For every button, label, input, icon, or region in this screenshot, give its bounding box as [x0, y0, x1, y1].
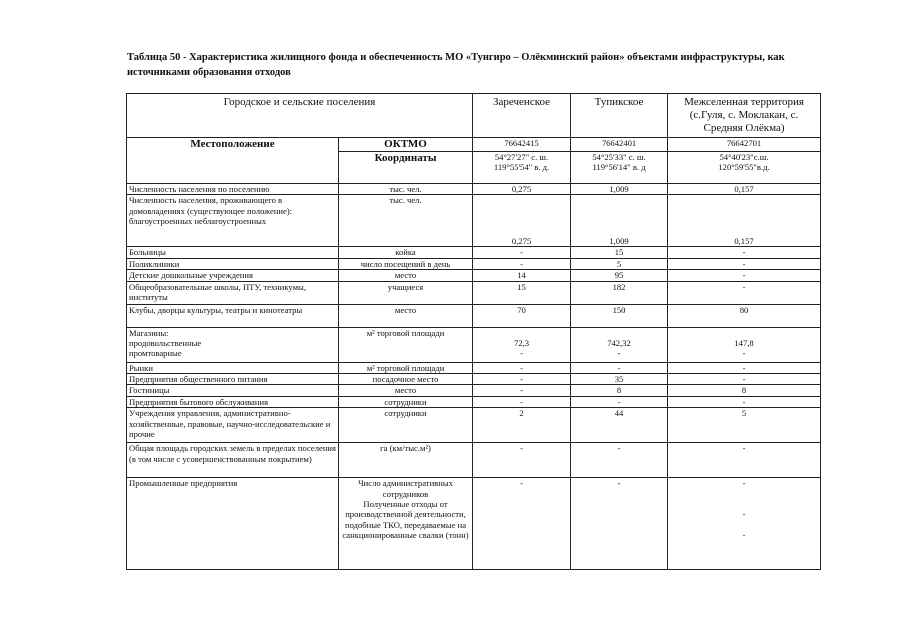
row-value: 1,009	[571, 195, 668, 247]
table-row	[127, 258, 821, 269]
row-value: 0,275	[473, 195, 571, 247]
row-unit: м² торговой площади	[339, 362, 473, 373]
coords-mezhselennaya	[668, 152, 821, 184]
row-value: -	[473, 385, 571, 396]
table-row	[127, 281, 821, 304]
coords-label: Координаты	[339, 152, 473, 184]
table-row	[127, 396, 821, 407]
row-name	[127, 327, 339, 362]
coords-zarechenskoe	[473, 152, 571, 184]
row-name: Больницы	[127, 247, 339, 258]
coords-lon: 119°56'14" в. д	[592, 162, 646, 173]
table-row	[127, 270, 821, 281]
row-value: -	[571, 396, 668, 407]
table-row	[127, 478, 821, 570]
header-tupikskoe: Тупикское	[571, 94, 668, 138]
row-unit-staff: Число административных сотрудников	[358, 478, 453, 499]
row-unit: м² торговой площади	[339, 327, 473, 362]
row-value: -	[668, 374, 821, 385]
row-value	[668, 327, 821, 362]
row-value: 44	[571, 408, 668, 443]
row-value: 1,009	[571, 184, 668, 195]
coords-lat: 54°27'27" с. ш.	[494, 152, 549, 162]
row-value-food: 147,8	[734, 338, 754, 349]
row-value: 14	[473, 270, 571, 281]
row-value: -	[668, 281, 821, 304]
row-unit: тыс. чел.	[339, 184, 473, 195]
row-value-food: 742,32	[607, 338, 631, 349]
row-value: -	[571, 478, 668, 570]
oktmo-mezhselennaya: 76642701	[668, 138, 821, 152]
table-row	[127, 374, 821, 385]
row-unit: га (км/тыс.м²)	[339, 443, 473, 478]
coords-lon: 119°55'54" в. д.	[493, 162, 550, 173]
row-name: Клубы, дворцы культуры, театры и кинотеатры	[127, 304, 339, 327]
row-name: Учреждения управления, административно-хозяйственные, правовые, научно-исследовательские и прочие	[127, 408, 339, 443]
row-unit: сотрудники	[339, 396, 473, 407]
row-name: Предприятия бытового обслуживания	[127, 396, 339, 407]
row-value: 182	[571, 281, 668, 304]
row-value-food: 72,3	[513, 338, 530, 349]
row-value-staff: -	[742, 478, 746, 489]
row-value: 2	[473, 408, 571, 443]
oktmo-zarechenskoe: 76642415	[473, 138, 571, 152]
row-value: 5	[571, 258, 668, 269]
row-value: 150	[571, 304, 668, 327]
header-mezhselennaya: Межселенная территория (с.Гуля, с. Моклакан, с. Средняя Олёкма)	[668, 94, 821, 138]
table-row	[127, 408, 821, 443]
row-value	[668, 478, 821, 570]
row-unit: сотрудники	[339, 408, 473, 443]
row-value	[571, 327, 668, 362]
row-name: Предприятия общественного питания	[127, 374, 339, 385]
table-row	[127, 195, 821, 247]
row-value: -	[571, 362, 668, 373]
row-name: Рынки	[127, 362, 339, 373]
row-value-waste: -	[742, 509, 746, 520]
row-name-line: Магазины:	[129, 327, 169, 338]
row-name: Промышленные предприятия	[127, 478, 339, 570]
row-value: 15	[571, 247, 668, 258]
table-row	[127, 247, 821, 258]
row-value: -	[473, 258, 571, 269]
row-name-line: промтоварные	[129, 348, 182, 359]
row-value: -	[668, 258, 821, 269]
row-name: Общая площадь городских земель в пределах поселения (в том числе с усовершенствованным покрытием)	[127, 443, 339, 478]
row-value: -	[473, 443, 571, 478]
oktmo-row	[127, 138, 821, 152]
row-value-waste: -	[742, 530, 746, 541]
row-value: -	[668, 362, 821, 373]
row-value: -	[473, 362, 571, 373]
row-unit: учащиеся	[339, 281, 473, 304]
coords-lat: 54°25'33" с. ш.	[592, 152, 646, 162]
header-zarechenskoe: Зареченское	[473, 94, 571, 138]
row-unit: посадочное место	[339, 374, 473, 385]
row-value: -	[473, 396, 571, 407]
row-value: 5	[668, 408, 821, 443]
row-value: -	[668, 247, 821, 258]
row-value: 15	[473, 281, 571, 304]
row-value: -	[668, 443, 821, 478]
row-value: 35	[571, 374, 668, 385]
row-unit: число посещений в день	[339, 258, 473, 269]
row-name: Численность населения, проживающего в домовладениях (существующее положение): благоустроенных неблагоустроенных	[127, 195, 339, 247]
row-unit: место	[339, 270, 473, 281]
row-value: -	[571, 443, 668, 478]
row-name: Общеобразовательные школы, ПТУ, техникумы, институты	[127, 281, 339, 304]
infrastructure-table	[126, 93, 821, 570]
table-row	[127, 184, 821, 195]
row-unit: место	[339, 304, 473, 327]
table-row	[127, 362, 821, 373]
row-value: 80	[668, 304, 821, 327]
coords-lat: 54°40'23"с.ш.	[719, 152, 769, 162]
oktmo-tupikskoe: 76642401	[571, 138, 668, 152]
row-value: 0,275	[473, 184, 571, 195]
coords-lon: 120°59'55"в.д.	[718, 162, 770, 173]
row-value: 95	[571, 270, 668, 281]
row-value: -	[473, 478, 571, 570]
header-settlements: Городское и сельские поселения	[127, 94, 473, 138]
row-unit: койка	[339, 247, 473, 258]
row-value: -	[668, 396, 821, 407]
row-value: -	[668, 270, 821, 281]
header-location: Местоположение	[127, 138, 339, 184]
row-unit-waste: Полученные отходы от производственной деятельности, подобные ТКО, передаваемые на санкционированные свалки (тонн)	[342, 499, 469, 541]
row-value: 0,157	[668, 195, 821, 247]
table-row	[127, 443, 821, 478]
row-value: -	[473, 247, 571, 258]
row-unit: место	[339, 385, 473, 396]
row-value: 0,157	[668, 184, 821, 195]
row-value-goods: -	[742, 348, 746, 359]
row-name-line: продовольственные	[129, 338, 202, 349]
coords-tupikskoe	[571, 152, 668, 184]
row-name: Гостиницы	[127, 385, 339, 396]
row-value-goods: -	[617, 348, 621, 359]
table-row	[127, 304, 821, 327]
row-value: -	[473, 374, 571, 385]
row-unit	[339, 478, 473, 570]
table-caption: Таблица 50 - Характеристика жилищного фонда и обеспеченность МО «Тунгиро – Олёкминский район» объектами инфраструктуры, как источниками образования отходов	[127, 52, 785, 78]
row-value: 8	[668, 385, 821, 396]
row-value: 70	[473, 304, 571, 327]
row-value: 8	[571, 385, 668, 396]
row-unit: тыс. чел.	[339, 195, 473, 247]
oktmo-label: ОКТМО	[339, 138, 473, 152]
table-row	[127, 327, 821, 362]
row-value	[473, 327, 571, 362]
table-header-row	[127, 94, 821, 138]
row-name: Детские дошкольные учреждения	[127, 270, 339, 281]
row-value-goods: -	[520, 348, 523, 359]
row-name: Численность населения по поселению	[127, 184, 339, 195]
table-row	[127, 385, 821, 396]
row-name: Поликлиники	[127, 258, 339, 269]
